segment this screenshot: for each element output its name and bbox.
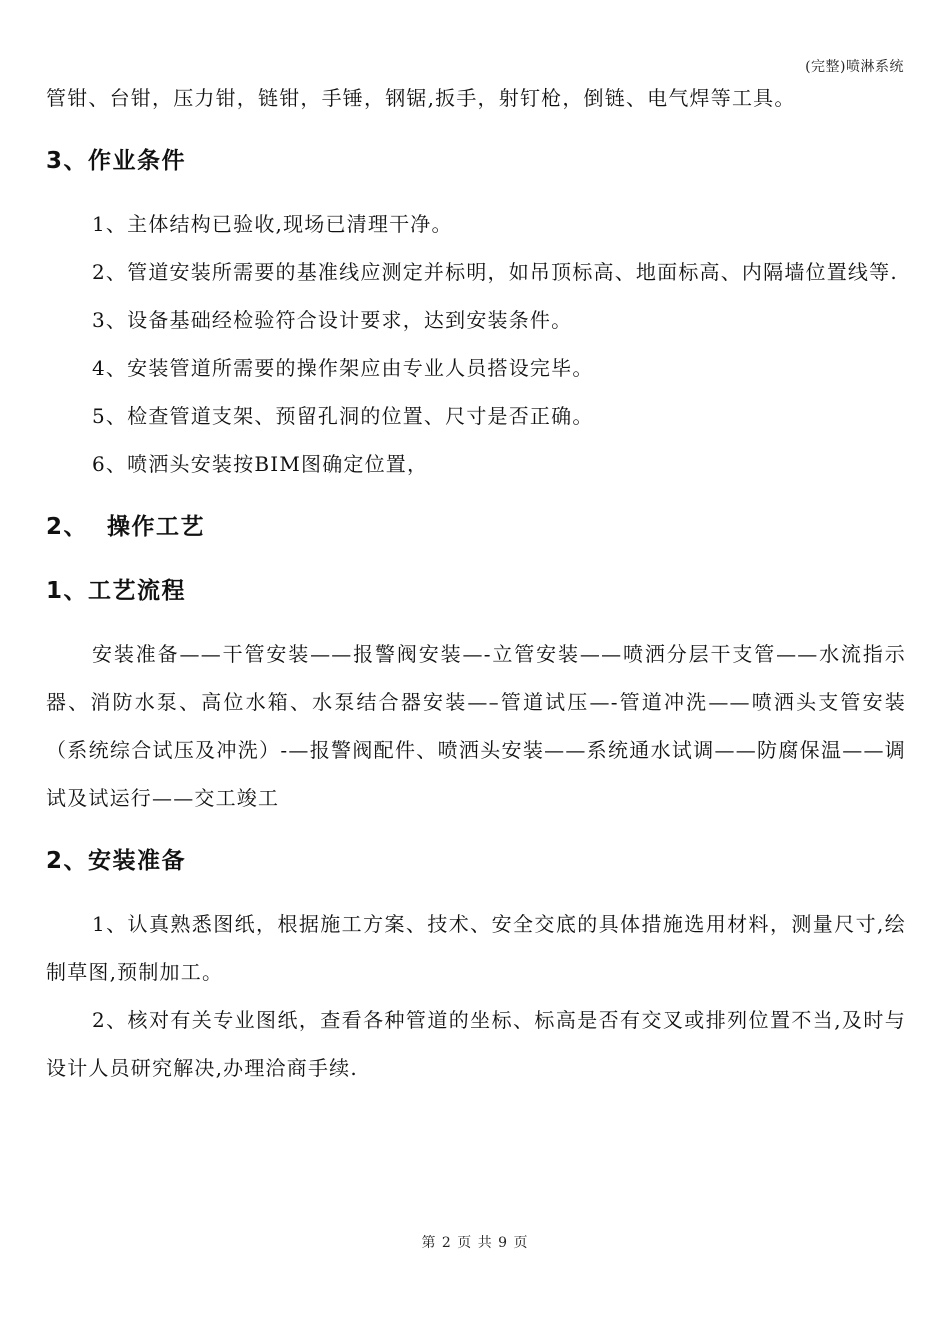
prep-item-2: 2、核对有关专业图纸，查看各种管道的坐标、标高是否有交叉或排列位置不当,及时与设计人员研究解决,办理洽商手续.	[46, 1008, 906, 1080]
heading-work-conditions: 3、作业条件	[46, 148, 187, 174]
process-flow-text: 安装准备——干管安装——报警阀安装—-立管安装——喷洒分层干支管——水流指示器、消防水泵、高位水箱、水泵结合器安装—–管道试压—-管道冲洗——喷洒头支管安装（系统综合试压及冲洗）-—报警阀配件、喷洒头安装——系统通水试调——防腐保温——调试及试运行——交工竣工	[46, 642, 906, 810]
page-body	[46, 74, 906, 1092]
tools-line: 管钳、台钳，压力钳，链钳，手锤，钢锯,扳手，射钉枪，倒链、电气焊等工具。	[46, 86, 796, 110]
condition-item-6: 6、喷洒头安装按BIM图确定位置，	[92, 452, 429, 476]
heading-process-flow: 1、工艺流程	[46, 578, 187, 604]
heading-installation-prep: 2、安装准备	[46, 848, 187, 874]
page-number-footer: 第 2 页 共 9 页	[421, 1235, 529, 1251]
condition-item-5: 5、检查管道支架、预留孔洞的位置、尺寸是否正确。	[92, 404, 594, 428]
condition-item-3: 3、设备基础经检验符合设计要求，达到安装条件。	[92, 308, 573, 332]
document-header-note: (完整)喷淋系统	[805, 59, 904, 75]
condition-item-2: 2、管道安装所需要的基准线应测定并标明，如吊顶标高、地面标高、内隔墙位置线等.	[92, 260, 898, 284]
condition-item-4: 4、安装管道所需要的操作架应由专业人员搭设完毕。	[92, 356, 594, 380]
prep-item-1: 1、认真熟悉图纸，根据施工方案、技术、安全交底的具体措施选用材料，测量尺寸,绘制草图,预制加工。	[46, 912, 906, 984]
heading-operation-process: 2、 操作工艺	[46, 514, 206, 540]
condition-item-1: 1、主体结构已验收,现场已清理干净。	[92, 212, 453, 236]
